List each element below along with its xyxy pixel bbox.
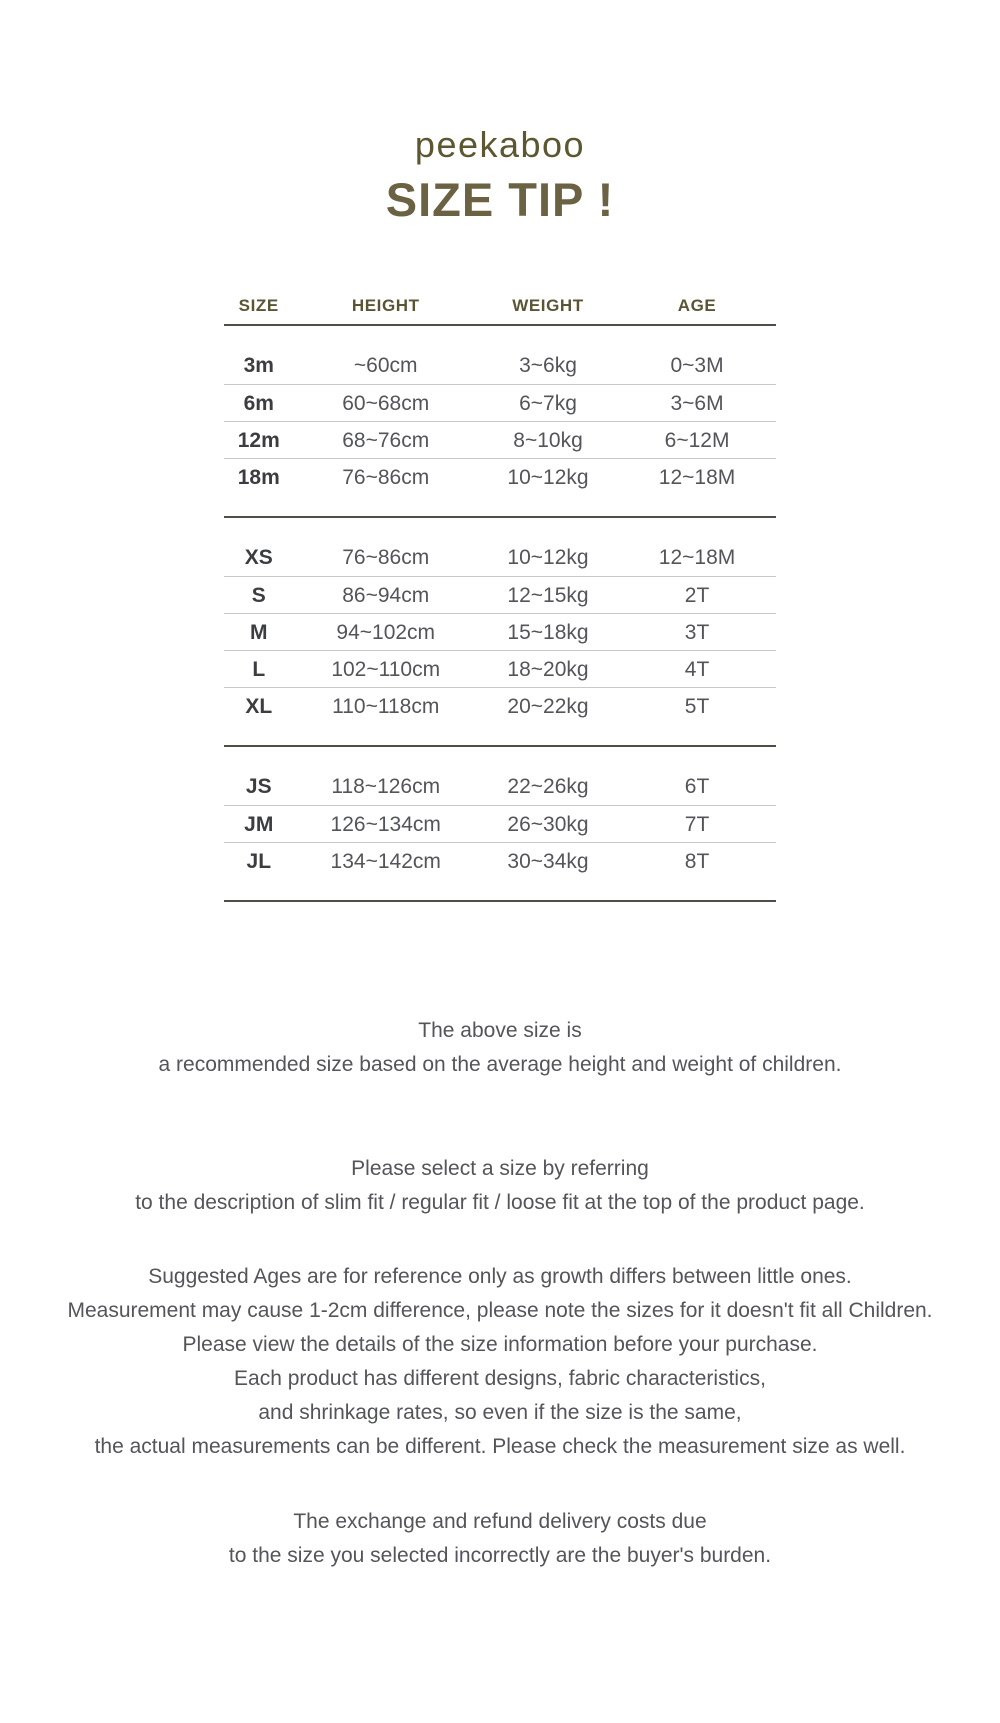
age-cell: 3~6M — [670, 392, 724, 415]
note-line: the actual measurements can be different. Please check the measurement size as well. — [94, 1435, 906, 1458]
note-line: The above size is — [418, 1019, 582, 1042]
note-line: Measurement may cause 1-2cm difference, please note the sizes for it doesn't fit all Children. — [67, 1299, 933, 1322]
table-row — [224, 842, 776, 879]
weight-cell: 20~22kg — [507, 695, 589, 718]
header-cell-size: SIZE — [238, 296, 279, 315]
age-cell: 7T — [684, 813, 710, 836]
notes-section — [0, 1014, 1000, 1573]
table-row — [224, 384, 776, 421]
size-cell: M — [250, 621, 268, 644]
note-line: Suggested Ages are for reference only as growth differs between little ones. — [148, 1265, 852, 1288]
height-cell: 76~86cm — [342, 466, 430, 489]
height-cell: 94~102cm — [336, 621, 436, 644]
table-row — [224, 347, 776, 384]
age-cell: 12~18M — [658, 466, 736, 489]
table-row — [224, 576, 776, 613]
note-line: Please view the details of the size information before your purchase. — [182, 1333, 818, 1356]
height-cell: 86~94cm — [342, 584, 430, 607]
table-row — [224, 768, 776, 805]
weight-cell: 26~30kg — [507, 813, 589, 836]
age-cell: 3T — [684, 621, 710, 644]
table-row — [224, 458, 776, 495]
size-cell: 3m — [243, 354, 274, 377]
table-row — [224, 613, 776, 650]
header-cell-age: AGE — [677, 296, 717, 315]
note-line: Each product has different designs, fabric characteristics, — [234, 1367, 766, 1390]
age-cell: 2T — [684, 584, 710, 607]
age-cell: 0~3M — [670, 354, 724, 377]
note-paragraph — [0, 1152, 1000, 1220]
size-cell: 6m — [243, 392, 274, 415]
height-cell: 76~86cm — [342, 546, 430, 569]
note-paragraph — [0, 1505, 1000, 1573]
note-line: The exchange and refund delivery costs due — [293, 1510, 707, 1533]
weight-cell: 15~18kg — [507, 621, 589, 644]
table-row — [224, 805, 776, 842]
header-cell-height: HEIGHT — [351, 296, 420, 315]
weight-cell: 6~7kg — [519, 392, 577, 415]
age-cell: 12~18M — [658, 546, 736, 569]
note-line: Please select a size by referring — [351, 1157, 649, 1180]
height-cell: 102~110cm — [331, 658, 441, 681]
size-cell: L — [252, 658, 266, 681]
weight-cell: 18~20kg — [507, 658, 589, 681]
height-cell: 68~76cm — [342, 429, 430, 452]
note-line: to the size you selected incorrectly are the buyer's burden. — [228, 1544, 772, 1567]
height-cell: ~60cm — [353, 354, 418, 377]
weight-cell: 8~10kg — [513, 429, 583, 452]
size-cell: XL — [245, 695, 273, 718]
height-cell: 118~126cm — [331, 775, 441, 798]
weight-cell: 30~34kg — [507, 850, 589, 873]
size-cell: JL — [246, 850, 272, 873]
header-cell-weight: WEIGHT — [512, 296, 584, 315]
note-paragraph — [0, 1260, 1000, 1464]
table-row — [224, 687, 776, 724]
table-row — [224, 650, 776, 687]
weight-cell: 3~6kg — [519, 354, 577, 377]
weight-cell: 12~15kg — [507, 584, 589, 607]
table-group — [224, 518, 776, 747]
note-line: and shrinkage rates, so even if the size is the same, — [258, 1401, 742, 1424]
table-header-row — [224, 286, 776, 326]
weight-cell: 22~26kg — [507, 775, 589, 798]
age-cell: 6T — [684, 775, 710, 798]
age-cell: 6~12M — [664, 429, 730, 452]
age-cell: 4T — [684, 658, 710, 681]
table-row — [224, 539, 776, 576]
page-title: SIZE TIP ! — [385, 173, 615, 226]
size-cell: 12m — [237, 429, 280, 452]
table-group — [224, 326, 776, 518]
note-paragraph — [0, 1014, 1000, 1082]
size-cell: XS — [244, 546, 273, 569]
note-line: a recommended size based on the average height and weight of children. — [158, 1053, 842, 1076]
weight-cell: 10~12kg — [507, 546, 589, 569]
weight-cell: 10~12kg — [507, 466, 589, 489]
height-cell: 126~134cm — [330, 813, 441, 836]
height-cell: 110~118cm — [332, 695, 440, 718]
height-cell: 60~68cm — [342, 392, 430, 415]
table-groups — [224, 326, 776, 902]
size-cell: S — [251, 584, 266, 607]
size-cell: JS — [245, 775, 272, 798]
note-line: to the description of slim fit / regular fit / loose fit at the top of the product page. — [135, 1191, 865, 1214]
age-cell: 8T — [684, 850, 710, 873]
age-cell: 5T — [684, 695, 710, 718]
brand-logo: peekaboo — [414, 124, 586, 165]
size-cell: JM — [244, 813, 274, 836]
table-group — [224, 747, 776, 902]
table-row — [224, 421, 776, 458]
size-cell: 18m — [237, 466, 280, 489]
size-table — [224, 286, 776, 902]
height-cell: 134~142cm — [330, 850, 441, 873]
